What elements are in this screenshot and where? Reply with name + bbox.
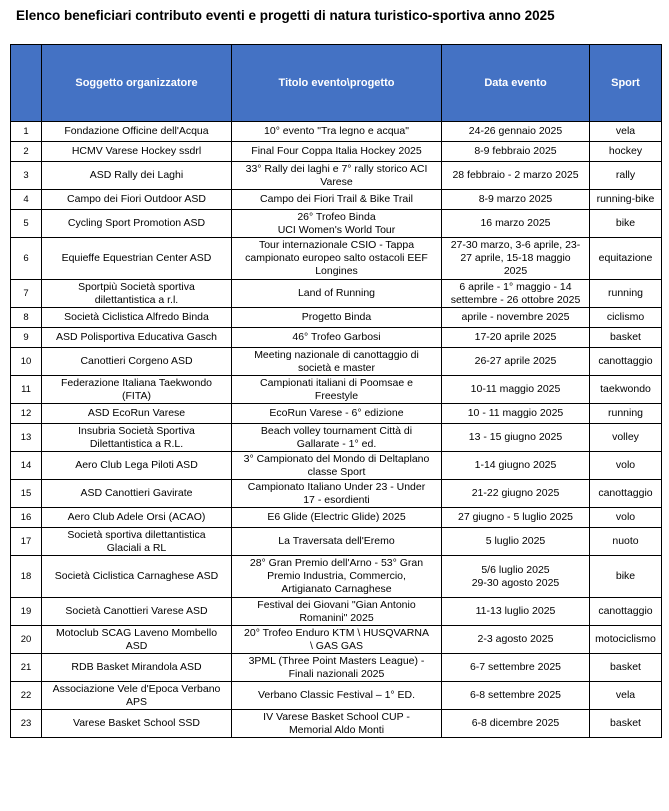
event-date-cell: 24-26 gennaio 2025 <box>442 122 590 142</box>
row-number: 20 <box>11 626 42 654</box>
event-title-cell: La Traversata dell'Eremo <box>232 528 442 556</box>
row-number: 15 <box>11 480 42 508</box>
event-date-cell: 16 marzo 2025 <box>442 210 590 238</box>
organizer-cell: Società Ciclistica Alfredo Binda <box>42 308 232 328</box>
organizer-cell: Società Ciclistica Carnaghese ASD <box>42 556 232 598</box>
sport-cell: taekwondo <box>590 376 662 404</box>
table-row <box>11 598 662 626</box>
header-number <box>11 45 42 122</box>
event-title-cell: 20° Trofeo Enduro KTM \ HUSQVARNA \ GAS GAS <box>232 626 442 654</box>
beneficiaries-table <box>10 44 662 738</box>
organizer-cell: Campo dei Fiori Outdoor ASD <box>42 190 232 210</box>
event-title-cell: Meeting nazionale di canottaggio di società e master <box>232 348 442 376</box>
organizer-cell: ASD Canottieri Gavirate <box>42 480 232 508</box>
table-row <box>11 210 662 238</box>
event-title-cell: 26° Trofeo Binda UCI Women's World Tour <box>232 210 442 238</box>
event-title-cell: Progetto Binda <box>232 308 442 328</box>
event-date-cell: 26-27 aprile 2025 <box>442 348 590 376</box>
event-title-cell: 28° Gran Premio dell'Arno - 53° Gran Premio Industria, Commercio, Artigianato Carnaghese <box>232 556 442 598</box>
table-row <box>11 348 662 376</box>
event-date-cell: 6-8 settembre 2025 <box>442 682 590 710</box>
row-number: 17 <box>11 528 42 556</box>
event-date-cell: 17-20 aprile 2025 <box>442 328 590 348</box>
organizer-cell: Federazione Italiana Taekwondo (FITA) <box>42 376 232 404</box>
sport-cell: vela <box>590 682 662 710</box>
sport-cell: canottaggio <box>590 598 662 626</box>
row-number: 3 <box>11 162 42 190</box>
table-row <box>11 556 662 598</box>
organizer-cell: Aero Club Lega Piloti ASD <box>42 452 232 480</box>
organizer-cell: HCMV Varese Hockey ssdrl <box>42 142 232 162</box>
row-number: 11 <box>11 376 42 404</box>
event-title-cell: 46° Trofeo Garbosi <box>232 328 442 348</box>
sport-cell: running <box>590 404 662 424</box>
event-title-cell: Campionato Italiano Under 23 - Under 17 - esordienti <box>232 480 442 508</box>
organizer-cell: ASD Rally dei Laghi <box>42 162 232 190</box>
event-date-cell: 8-9 febbraio 2025 <box>442 142 590 162</box>
row-number: 18 <box>11 556 42 598</box>
event-date-cell: 5/6 luglio 2025 29-30 agosto 2025 <box>442 556 590 598</box>
table-row <box>11 528 662 556</box>
table-row <box>11 710 662 738</box>
table-row <box>11 508 662 528</box>
sport-cell: rally <box>590 162 662 190</box>
table-body <box>11 122 662 738</box>
event-date-cell: 1-14 giugno 2025 <box>442 452 590 480</box>
sport-cell: basket <box>590 328 662 348</box>
row-number: 23 <box>11 710 42 738</box>
event-title-cell: Beach volley tournament Città di Gallarate - 1° ed. <box>232 424 442 452</box>
organizer-cell: Aero Club Adele Orsi (ACAO) <box>42 508 232 528</box>
table-header-row <box>11 45 662 122</box>
event-date-cell: 8-9 marzo 2025 <box>442 190 590 210</box>
sport-cell: bike <box>590 556 662 598</box>
row-number: 14 <box>11 452 42 480</box>
sport-cell: motociclismo <box>590 626 662 654</box>
event-title-cell: Campo dei Fiori Trail & Bike Trail <box>232 190 442 210</box>
organizer-cell: Società sportiva dilettantistica Glaciali a RL <box>42 528 232 556</box>
row-number: 4 <box>11 190 42 210</box>
table-row <box>11 328 662 348</box>
event-title-cell: IV Varese Basket School CUP - Memorial Aldo Monti <box>232 710 442 738</box>
row-number: 9 <box>11 328 42 348</box>
sport-cell: basket <box>590 710 662 738</box>
event-date-cell: 27-30 marzo, 3-6 aprile, 23- 27 aprile, 15-18 maggio 2025 <box>442 238 590 280</box>
event-date-cell: 28 febbraio - 2 marzo 2025 <box>442 162 590 190</box>
sport-cell: hockey <box>590 142 662 162</box>
table-row <box>11 238 662 280</box>
event-date-cell: 11-13 luglio 2025 <box>442 598 590 626</box>
row-number: 21 <box>11 654 42 682</box>
header-organizer: Soggetto organizzatore <box>42 45 232 122</box>
row-number: 1 <box>11 122 42 142</box>
event-date-cell: aprile - novembre 2025 <box>442 308 590 328</box>
sport-cell: equitazione <box>590 238 662 280</box>
organizer-cell: Equieffe Equestrian Center ASD <box>42 238 232 280</box>
table-row <box>11 424 662 452</box>
sport-cell: volley <box>590 424 662 452</box>
table-row <box>11 122 662 142</box>
event-date-cell: 2-3 agosto 2025 <box>442 626 590 654</box>
event-date-cell: 6-8 dicembre 2025 <box>442 710 590 738</box>
sport-cell: vela <box>590 122 662 142</box>
table-row <box>11 162 662 190</box>
row-number: 5 <box>11 210 42 238</box>
organizer-cell: ASD EcoRun Varese <box>42 404 232 424</box>
table-row <box>11 142 662 162</box>
event-title-cell: Tour internazionale CSIO - Tappa campionato europeo salto ostacoli EEF Longines <box>232 238 442 280</box>
event-title-cell: 3PML (Three Point Masters League) - Finali nazionali 2025 <box>232 654 442 682</box>
table-row <box>11 654 662 682</box>
table-row <box>11 280 662 308</box>
organizer-cell: Motoclub SCAG Laveno Mombello ASD <box>42 626 232 654</box>
row-number: 2 <box>11 142 42 162</box>
organizer-cell: RDB Basket Mirandola ASD <box>42 654 232 682</box>
organizer-cell: Insubria Società Sportiva Dilettantistica a R.L. <box>42 424 232 452</box>
row-number: 19 <box>11 598 42 626</box>
row-number: 7 <box>11 280 42 308</box>
event-title-cell: Land of Running <box>232 280 442 308</box>
organizer-cell: ASD Polisportiva Educativa Gasch <box>42 328 232 348</box>
row-number: 12 <box>11 404 42 424</box>
sport-cell: canottaggio <box>590 480 662 508</box>
event-date-cell: 5 luglio 2025 <box>442 528 590 556</box>
event-date-cell: 10-11 maggio 2025 <box>442 376 590 404</box>
table-row <box>11 452 662 480</box>
sport-cell: running <box>590 280 662 308</box>
event-title-cell: Final Four Coppa Italia Hockey 2025 <box>232 142 442 162</box>
event-date-cell: 6-7 settembre 2025 <box>442 654 590 682</box>
event-date-cell: 6 aprile - 1° maggio - 14 settembre - 26 ottobre 2025 <box>442 280 590 308</box>
sport-cell: volo <box>590 452 662 480</box>
header-event-title: Titolo evento\progetto <box>232 45 442 122</box>
event-title-cell: Campionati italiani di Poomsae e Freestyle <box>232 376 442 404</box>
row-number: 6 <box>11 238 42 280</box>
sport-cell: bike <box>590 210 662 238</box>
sport-cell: basket <box>590 654 662 682</box>
sport-cell: running-bike <box>590 190 662 210</box>
table-row <box>11 404 662 424</box>
event-title-cell: EcoRun Varese - 6° edizione <box>232 404 442 424</box>
sport-cell: canottaggio <box>590 348 662 376</box>
sport-cell: nuoto <box>590 528 662 556</box>
event-title-cell: Verbano Classic Festival – 1° ED. <box>232 682 442 710</box>
event-title-cell: 33° Rally dei laghi e 7° rally storico ACI Varese <box>232 162 442 190</box>
event-title-cell: 3° Campionato del Mondo di Deltaplano classe Sport <box>232 452 442 480</box>
sport-cell: ciclismo <box>590 308 662 328</box>
event-title-cell: Festival dei Giovani "Gian Antonio Romanini" 2025 <box>232 598 442 626</box>
organizer-cell: Canottieri Corgeno ASD <box>42 348 232 376</box>
sport-cell: volo <box>590 508 662 528</box>
row-number: 13 <box>11 424 42 452</box>
organizer-cell: Varese Basket School SSD <box>42 710 232 738</box>
header-sport: Sport <box>590 45 662 122</box>
event-date-cell: 10 - 11 maggio 2025 <box>442 404 590 424</box>
organizer-cell: Sportpiù Società sportiva dilettantistica a r.l. <box>42 280 232 308</box>
event-date-cell: 13 - 15 giugno 2025 <box>442 424 590 452</box>
row-number: 16 <box>11 508 42 528</box>
header-event-date: Data evento <box>442 45 590 122</box>
table-row <box>11 190 662 210</box>
table-row <box>11 626 662 654</box>
event-date-cell: 21-22 giugno 2025 <box>442 480 590 508</box>
organizer-cell: Fondazione Officine dell'Acqua <box>42 122 232 142</box>
page-title: Elenco beneficiari contributo eventi e progetti di natura turistico-sportiva anno 2025 <box>16 8 555 23</box>
table-row <box>11 682 662 710</box>
table-row <box>11 308 662 328</box>
organizer-cell: Cycling Sport Promotion ASD <box>42 210 232 238</box>
table-row <box>11 480 662 508</box>
table-row <box>11 376 662 404</box>
event-date-cell: 27 giugno - 5 luglio 2025 <box>442 508 590 528</box>
row-number: 10 <box>11 348 42 376</box>
event-title-cell: E6 Glide (Electric Glide) 2025 <box>232 508 442 528</box>
row-number: 8 <box>11 308 42 328</box>
event-title-cell: 10° evento "Tra legno e acqua" <box>232 122 442 142</box>
row-number: 22 <box>11 682 42 710</box>
organizer-cell: Associazione Vele d'Epoca Verbano APS <box>42 682 232 710</box>
organizer-cell: Società Canottieri Varese ASD <box>42 598 232 626</box>
